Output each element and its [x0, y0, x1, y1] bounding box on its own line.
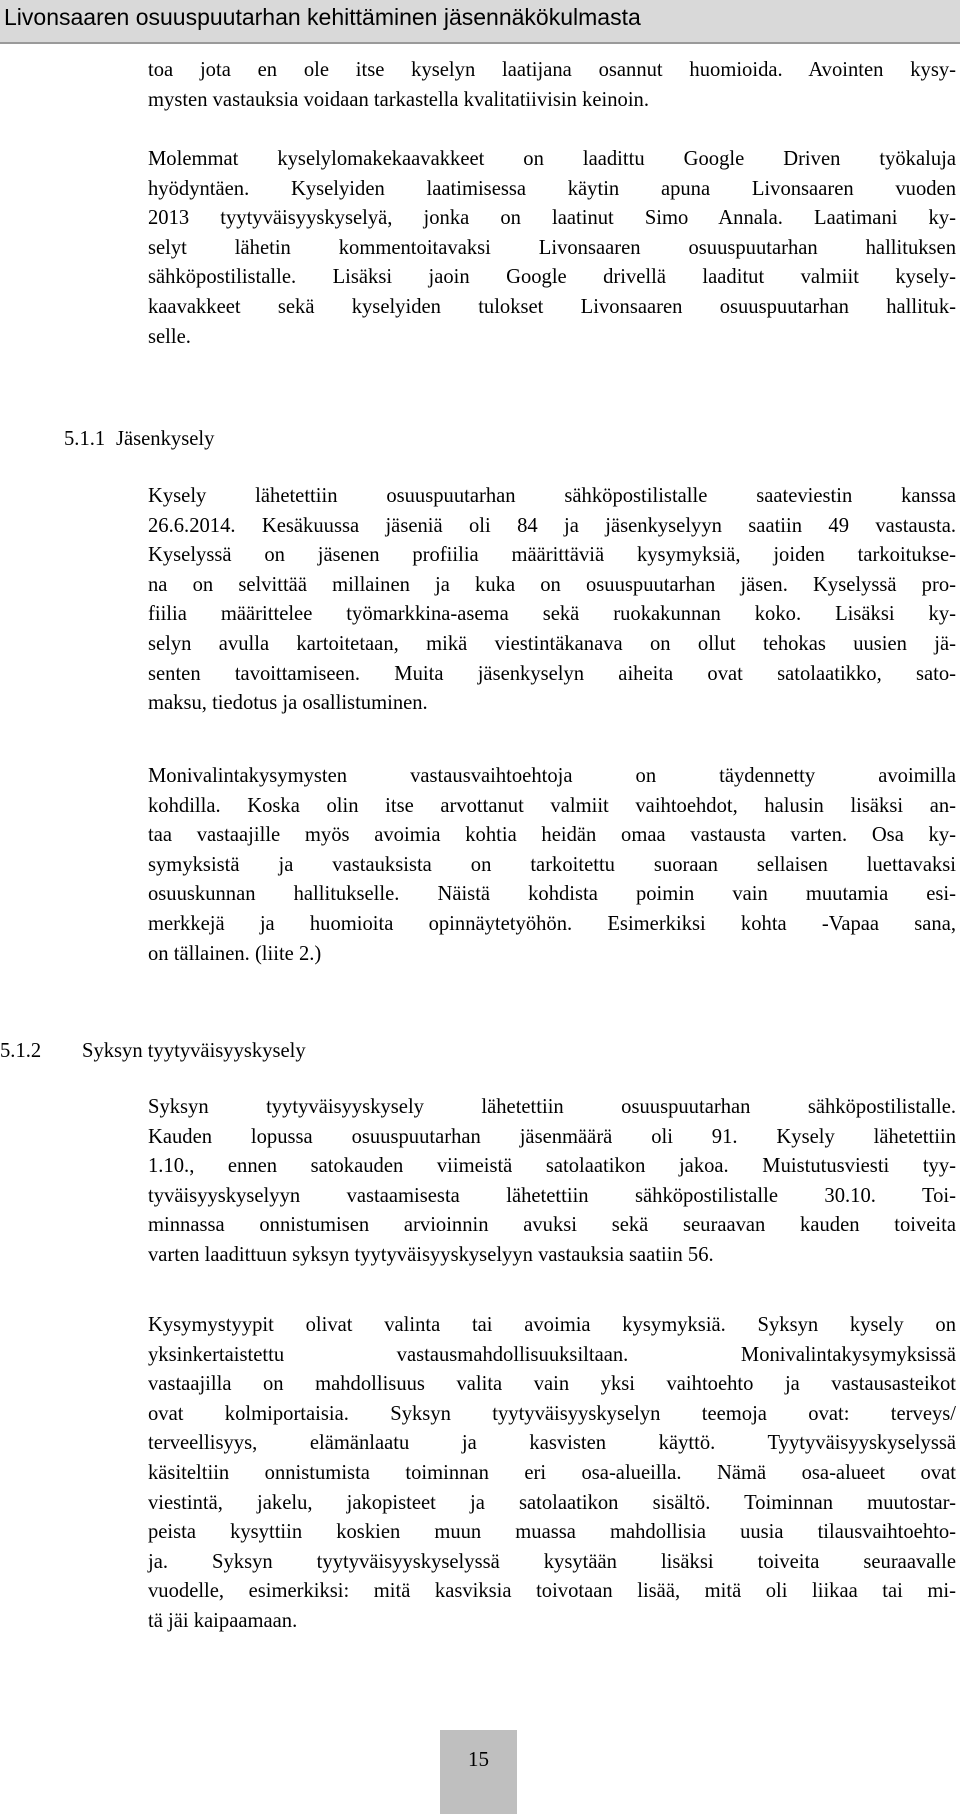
text-line: Kyselyssä on jäsenen profiilia määrittäviä kysymyksiä, joiden tarkoitukse- — [148, 544, 956, 567]
section-heading-511 — [64, 425, 364, 455]
text-line: viestintä, jakelu, jakopisteet ja satolaatikon sisältö. Toiminnan muutostar- — [148, 1491, 956, 1514]
text-line: 1.10., ennen satokauden viimeistä satolaatikon jakoa. Muistutusviesti tyy- — [148, 1155, 956, 1178]
text-line: taa vastaajille myös avoimia kohtia heidän omaa vastausta varten. Osa ky- — [148, 824, 956, 847]
text-line: selyt lähetin kommentoitavaksi Livonsaaren osuuspuutarhan hallituksen — [148, 236, 956, 259]
text-line: minnassa onnistumisen arvioinnin avuksi sekä seuraavan kauden toiveita — [148, 1214, 956, 1237]
text-line: osuuskunnan hallitukselle. Näistä kohdista poimin vain muutamia esi- — [148, 883, 956, 906]
text-line: ovat kolmiportaisia. Syksyn tyytyväisyyskyselyn teemoja ovat: terveys/ — [148, 1402, 956, 1425]
text-line: tä jäi kaipaamaan. — [148, 1609, 298, 1632]
text-line: Syksyn tyytyväisyyskysely lähetettiin osuuspuutarhan sähköpostilistalle. — [148, 1096, 956, 1118]
text-line: 26.6.2014. Kesäkuussa jäseniä oli 84 ja jäsenkyselyyn saatiin 49 vastausta. — [148, 514, 956, 537]
text-line: na on selvittää millainen ja kuka on osuuspuutarhan jäsen. Kyselyssä pro- — [148, 573, 956, 596]
running-header-title: Livonsaaren osuuspuutarhan kehittäminen jäsennäkökulmasta — [4, 4, 641, 30]
text-line: selyn avulla kartoitetaan, mikä viestintäkanava on ollut tehokas uusien jä- — [148, 632, 956, 655]
text-line: vuodelle, esimerkiksi: mitä kasviksia toivotaan lisää, mitä oli liikaa tai mi- — [148, 1580, 956, 1603]
text-line: Kysely lähetettiin osuuspuutarhan sähköpostilistalle saateviestin kanssa — [148, 485, 956, 507]
text-line: vastaajilla on mahdollisuus valita vain yksi vaihtoehto ja vastausasteikot — [148, 1373, 956, 1396]
text-line: symyksistä ja vastauksista on tarkoitettu suoraan sellaisen luettavaksi — [148, 853, 956, 876]
section-number: 5.1.1 — [64, 428, 106, 450]
text-line: fiilia määrittelee työmarkkina-asema sekä ruokakunnan koko. Lisäksi ky- — [148, 603, 956, 626]
text-line: Molemmat kyselylomakekaavakkeet on laadittu Google Driven työkaluja — [148, 148, 956, 170]
text-line: sähköpostilistalle. Lisäksi jaoin Google drivellä laaditut valmiit kysely- — [148, 266, 956, 289]
text-line: mysten vastauksia voidaan tarkastella kvalitatiivisin keinoin. — [148, 88, 649, 111]
text-line: terveellisyys, elämänlaatu ja kasvisten käyttö. Tyytyväisyyskyselyssä — [148, 1432, 956, 1455]
section-title: Jäsenkysely — [116, 428, 215, 450]
text-line: Monivalintakysymysten vastausvaihtoehtoja on täydennetty avoimilla — [148, 765, 956, 787]
section-number: 5.1.2 — [0, 1040, 42, 1062]
text-line: senten tavoittamiseen. Muita jäsenkyselyn aiheita ovat satolaatikko, sato- — [148, 662, 956, 685]
text-line: on tällainen. (liite 2.) — [148, 942, 322, 965]
text-line: tyväisyyskyselyyn vastaamisesta lähetettiin sähköpostilistalle 30.10. Toi- — [148, 1184, 956, 1207]
text-line: yksinkertaistettu vastausmahdollisuuksiltaan. Monivalintakysymyksissä — [148, 1343, 956, 1366]
section-511-paragraph-2 — [148, 762, 956, 969]
section-512-paragraph-1 — [148, 1093, 956, 1271]
text-line: toa jota en ole itse kyselyn laatijana osannut huomioida. Avointen kysy- — [148, 59, 956, 81]
text-line: käsiteltiin onnistumista toiminnan eri osa-alueilla. Nämä osa-alueet ovat — [148, 1461, 956, 1484]
section-heading-512 — [0, 1037, 420, 1067]
text-line: 2013 tyytyväisyyskyselyä, jonka on laatinut Simo Annala. Laatimani ky- — [148, 207, 956, 230]
intro-paragraph-1 — [148, 56, 956, 115]
text-line: merkkejä ja huomioita opinnäytetyöhön. Esimerkiksi kohta -Vapaa sana, — [148, 912, 956, 935]
text-line: kaavakkeet sekä kyselyiden tulokset Livonsaaren osuuspuutarhan hallituk- — [148, 295, 956, 318]
text-line: ja. Syksyn tyytyväisyyskyselyssä kysytään lisäksi toiveita seuraavalle — [148, 1550, 956, 1573]
text-line: maksu, tiedotus ja osallistuminen. — [148, 692, 428, 715]
text-line: varten laadittuun syksyn tyytyväisyyskyselyyn vastauksia saatiin 56. — [148, 1243, 714, 1266]
page-number-box — [440, 1730, 517, 1814]
section-512-paragraph-2 — [148, 1311, 956, 1637]
intro-paragraph-2 — [148, 145, 956, 352]
text-line: peista kysyttiin koskien muun muassa mahdollisia uusia tilausvaihtoehto- — [148, 1521, 956, 1544]
text-line: kohdilla. Koska olin itse arvottanut valmiit vaihtoehdot, halusin lisäksi an- — [148, 794, 956, 817]
text-line: hyödyntäen. Kyselyiden laatimisessa käytin apuna Livonsaaren vuoden — [148, 177, 956, 200]
text-line: Kauden lopussa osuuspuutarhan jäsenmäärä oli 91. Kysely lähetettiin — [148, 1125, 956, 1148]
section-511-paragraph-1 — [148, 482, 956, 719]
page-number: 15 — [468, 1747, 489, 1771]
text-line: Kysymystyypit olivat valinta tai avoimia kysymyksiä. Syksyn kysely on — [148, 1314, 956, 1336]
running-header — [0, 0, 960, 44]
text-line: selle. — [148, 325, 191, 348]
section-title: Syksyn tyytyväisyyskysely — [82, 1040, 306, 1062]
